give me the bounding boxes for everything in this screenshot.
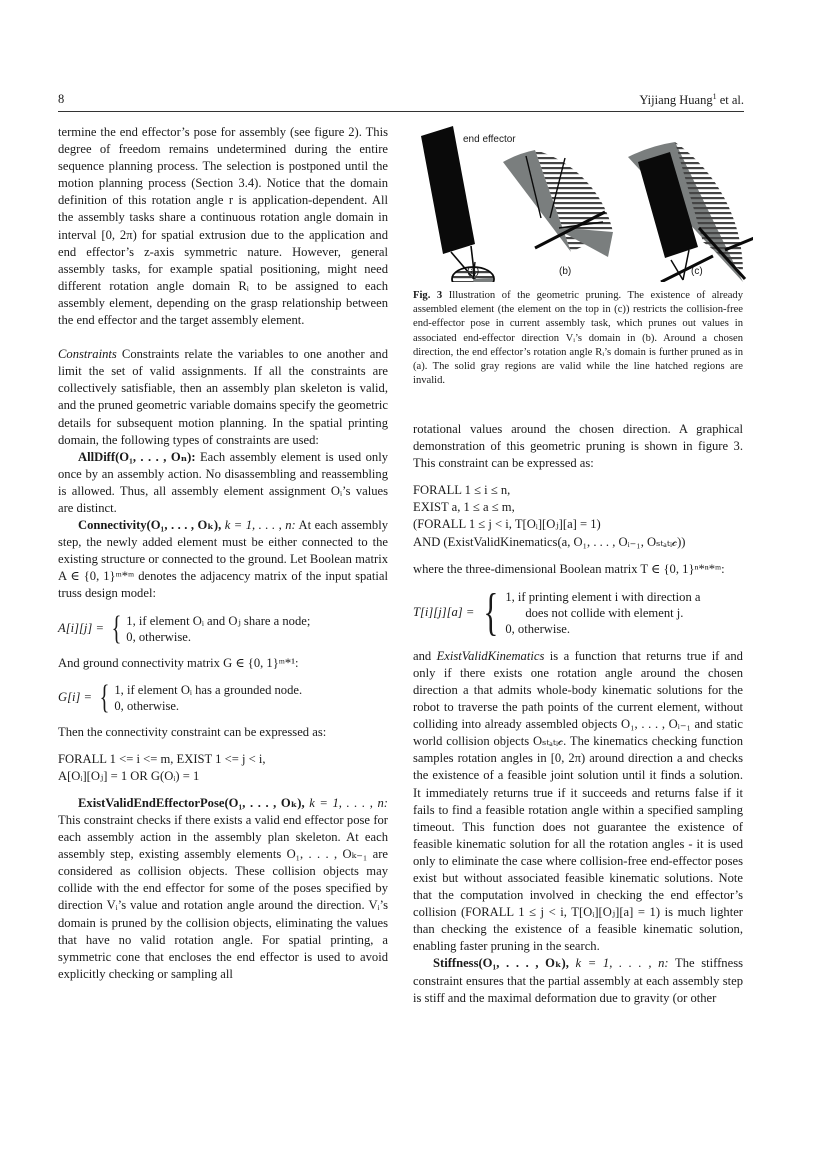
collision-matrix-intro: where the three-dimensional Boolean matrix T ∈ {0, 1}ⁿ*ⁿ*ᵐ: — [413, 561, 725, 576]
connectivity-text: At each assembly step, the newly added element must be either connected to the existing structure or connected to the ground. Let Boolean matrix A ∈ {0, 1}ᵐ*ᵐ denotes the adjacency matrix of the input spatial truss design model: — [58, 518, 389, 601]
eevp-heading: ExistValidEndEffectorPose(O₁, . . . , Oₖ), — [78, 795, 305, 810]
alldiff-text: Each assembly element is used only once by an assembly action. No disassembling and reassembling is allowed. Thus, all assembly element assignment Oᵢ’s values are distinct. — [58, 449, 388, 515]
equation-case: 1, if element Oᵢ and Oⱼ share a node; — [126, 613, 311, 628]
panel-a — [421, 126, 494, 282]
paragraph-end-effector-pose — [58, 795, 388, 983]
brace-symbol: { — [483, 583, 499, 641]
constraints-text: Constraints relate the variables to one another and limit the set of valid assignments. If all the constraints are collectively satisfiable, then an assembly plan skeleton is valid, and the pruned geometric variable domains specify the geometric details for subsequent motion planning. In the spatial printing domain, the following types of constraints are used: — [58, 347, 388, 447]
author-suffix: et al. — [716, 93, 744, 107]
geometric-pruning-illustration — [413, 122, 753, 282]
eevp-range: k = 1, . . . , n: — [304, 795, 388, 810]
equation-case: does not collide with element j. — [525, 605, 684, 620]
subfigure-label-a: (a) — [467, 266, 480, 277]
author-name: Yijiang Huang — [639, 93, 713, 107]
brace-symbol: { — [99, 678, 110, 716]
constraint-expression-line: AND (ExistValidKinematics(a, O₁, . . . , Oᵢ₋₁, Oₛₜₐₜᵢ𝒸)) — [413, 534, 686, 549]
constraint-expression-line: EXIST a, 1 ≤ a ≤ m, — [413, 500, 515, 515]
equation-lhs: G[i] = — [58, 690, 93, 705]
connectivity-expression-line: FORALL 1 <= i <= m, EXIST 1 <= j < i, — [58, 751, 266, 766]
subfigure-label-b: (b) — [559, 266, 572, 277]
connectivity-expression-intro: Then the connectivity constraint can be expressed as: — [58, 724, 327, 739]
constraint-expression-line: (FORALL 1 ≤ j < i, T[Oᵢ][Oⱼ][a] = 1) — [413, 517, 601, 532]
subfigure-label-c: (c) — [691, 266, 703, 277]
figure-caption-label: Fig. 3 — [413, 290, 443, 301]
figure-caption-text: Illustration of the geometric pruning. The existence of already assembled element (the element on the top in (c)) restricts the collision-free end-effector pose in current assembly task, which prunes out values in associated end-effector direction Vᵢ’s domain in (b). Around a chosen direction, the end effector’s rotation angle Rᵢ’s domain is further pruned as in (a). The solid gray regions are valid while the line hatched regions are invalid. — [413, 290, 743, 387]
paragraph-stiffness — [413, 955, 743, 1006]
panel-c — [628, 142, 753, 282]
evk-intro: and — [413, 648, 437, 663]
stiffness-heading: Stiffness(O₁, . . . , Oₖ), — [433, 956, 569, 971]
constraints-heading: Constraints — [58, 347, 117, 362]
equation-case: 0, otherwise. — [505, 621, 571, 636]
brace-symbol: { — [111, 609, 122, 647]
equation-case: 1, if printing element i with direction a — [505, 589, 701, 604]
header-rule — [58, 111, 744, 112]
connectivity-expression-line: A[Oᵢ][Oⱼ] = 1 OR G(Oᵢ) = 1 — [58, 768, 200, 783]
running-author — [639, 92, 744, 108]
page-number: 8 — [58, 92, 65, 106]
panel-b — [503, 150, 613, 257]
figure-3 — [413, 122, 753, 282]
paragraph-exist-valid-kinematics — [413, 648, 743, 956]
equation-collision-matrix — [413, 583, 743, 641]
running-header — [58, 90, 744, 110]
right-column — [413, 421, 743, 1007]
equation-case: 0, otherwise. — [126, 629, 191, 644]
alldiff-heading: AllDiff(O₁, . . . , Oₙ): — [78, 449, 196, 464]
equation-lhs: A[i][j] = — [58, 620, 104, 635]
author-affiliation-sup: 1 — [712, 92, 717, 101]
end-effector-block — [421, 126, 475, 254]
figure-caption — [413, 289, 743, 388]
equation-ground — [58, 678, 388, 716]
left-column — [58, 124, 388, 983]
equation-case: 0, otherwise. — [114, 698, 180, 713]
paragraph-alldiff — [58, 449, 388, 517]
stiffness-range: k = 1, . . . , n: — [568, 956, 669, 971]
constraint-expression-line: FORALL 1 ≤ i ≤ n, — [413, 483, 511, 498]
ground-matrix-intro: And ground connectivity matrix G ∈ {0, 1}ᵐ*¹: — [58, 655, 299, 670]
evk-text: is a function that returns true if and only if there exists one rotation angle around the chosen direction a that admits whole-body kinematic solutions for the robot to traverse the path points of the current element, without colliding into already assembled objects O₁, . . . , Oᵢ₋₁ and static world collision objects Oₛₜₐₜᵢ𝒸. The kinematics checking function samples rotation angles in [0, 2π) around direction a and checks the existence of a feasible joint solution until it finds a solution. It immediately returns true if it succeeds and returns false if it fails to find a feasible rotation angle within a specified sampling timeout. This function does not guarantee the existence of feasible kinematic solution for all the rotation angles - it is used only to eliminate the case where collision-free end-effector poses exist but without associated feasible kinematic solutions. Note that the computation involved in checking the end effector’s collision (FORALL 1 ≤ j < i, T[Oᵢ][Oⱼ][a] = 1) is much lighter than checking the existence of a feasible kinematic solution, enabling faster pruning in the search. — [413, 648, 743, 954]
evk-function-name: ExistValidKinematics — [436, 648, 545, 663]
connectivity-range: k = 1, . . . , n: — [221, 518, 296, 533]
paragraph-rotational-values: rotational values around the chosen direction. A graphical demonstration of this geometric pruning is shown in figure 3. This constraint can be expressed as: — [413, 422, 743, 471]
paragraph-constraints — [58, 346, 388, 449]
eevp-text: This constraint checks if there exists a valid end effector pose for each assembly action in the assembly plan skeleton. At each assembly step, existing assembly elements O₁, . . . , Oₖ₋₁ are considered as collision objects. These collision objects may collide with the end effector for some of the poses specified by direction Vᵢ’s value and rotation angle around the direction. Vᵢ’s domain is pruned by the collision objects, eliminating the values that have no valid rotation angle. For spatial printing, a symmetric cone that encloses the end effector is used to avoid explicitly checking or sampling all — [58, 813, 388, 981]
paragraph-connectivity — [58, 517, 388, 602]
equation-lhs: T[i][j][a] = — [413, 605, 475, 620]
paragraph-rotation-domain: termine the end effector’s pose for assembly (see figure 2). This degree of freedom remains undetermined during the entire sequence planning process. The selection is postponed until the motion planning process (Section 3.4). Notice that the domain definition of this rotation angle r is application-dependent. All the assembly tasks share a continuous rotation angle domain in interval [0, 2π) for spatial extrusion due to the application and end effector’s z-axis symmetric nature. However, general assembly tasks, for example spatial positioning, might need different rotation angle domain Rᵢ to be assigned to each assembly element, depending on the grasp relationship between the end effector and the target assembly element. — [58, 125, 388, 328]
equation-case: 1, if element Oᵢ has a grounded node. — [114, 682, 303, 697]
stiffness-text: The stiffness constraint ensures that the partial assembly at each assembly step is stiff and the maximal deformation due to gravity (or other — [413, 956, 743, 1005]
equation-adjacency — [58, 609, 388, 647]
end-effector-label: end effector — [463, 134, 516, 145]
connectivity-heading: Connectivity(O₁, . . . , Oₖ), — [78, 518, 222, 533]
